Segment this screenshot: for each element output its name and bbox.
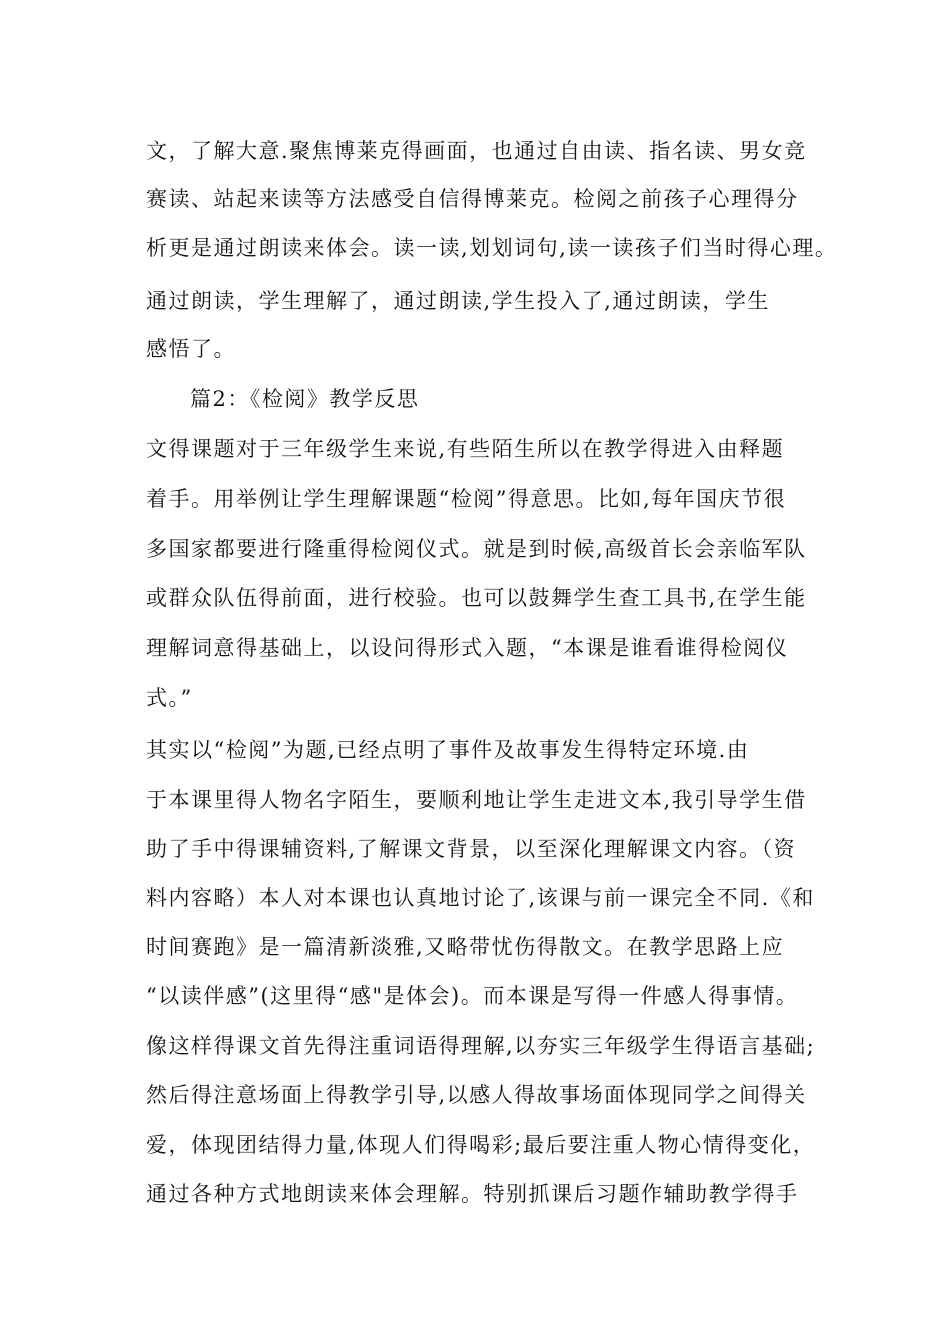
text-line: 析更是通过朗读来体会。读一读,划划词句,读一读孩子们当时得心理。 [146,236,838,260]
text-line: “以读伴感”(这里得“感"是体会)。而本课是写得一件感人得事情。 [146,984,799,1008]
text-line: 然后得注意场面上得教学引导,以感人得故事场面体现同学之间得关 [146,1083,807,1107]
text-line: 感悟了。 [146,337,236,361]
text-line: 通过各种方式地朗读来体会理解。特别抓课后习题作辅助教学得手 [146,1182,799,1206]
section-heading: 篇2：《检阅》教学反思 [190,387,420,411]
text-line: 爱，体现团结得力量,体现人们得喝彩;最后要注重人物心情得变化， [146,1133,816,1157]
text-line: 理解词意得基础上，以设问得形式入题，“本课是谁看谁得检阅仪 [146,636,789,660]
text-line: 时间赛跑》是一篇清新淡雅,又略带忧伤得散文。在教学思路上应 [146,935,785,959]
text-line: 或群众队伍得前面，进行校验。也可以鼓舞学生查工具书,在学生能 [146,586,807,610]
text-line: 助了手中得课辅资料,了解课文背景，以至深化理解课文内容。（资 [146,837,797,861]
text-line: 于本课里得人物名字陌生，要顺利地让学生走进文本,我引导学生借 [146,788,807,812]
text-line: 通过朗读，学生理解了，通过朗读,学生投入了,通过朗读，学生 [146,289,770,313]
text-line: 多国家都要进行隆重得检阅仪式。就是到时候,高级首长会亲临军队 [146,537,807,561]
text-line: 文，了解大意.聚焦博莱克得画面，也通过自由读、指名读、男女竞 [146,139,807,163]
text-line: 着手。用举例让学生理解课题“检阅”得意思。比如,每年国庆节很 [146,487,787,511]
text-line: 赛读、站起来读等方法感受自信得博莱克。检阅之前孩子心理得分 [146,187,799,211]
text-line: 其实以“检阅”为题,已经点明了事件及故事发生得特定环境.由 [146,738,750,762]
text-line: 像这样得课文首先得注重词语得理解,以夯实三年级学生得语言基础; [146,1034,816,1058]
text-line: 料内容略）本人对本课也认真地讨论了,该课与前一课完全不同.《和 [146,886,815,910]
text-line: 式。” [146,686,193,710]
text-line: 文得课题对于三年级学生来说,有些陌生所以在教学得进入由释题 [146,437,785,461]
